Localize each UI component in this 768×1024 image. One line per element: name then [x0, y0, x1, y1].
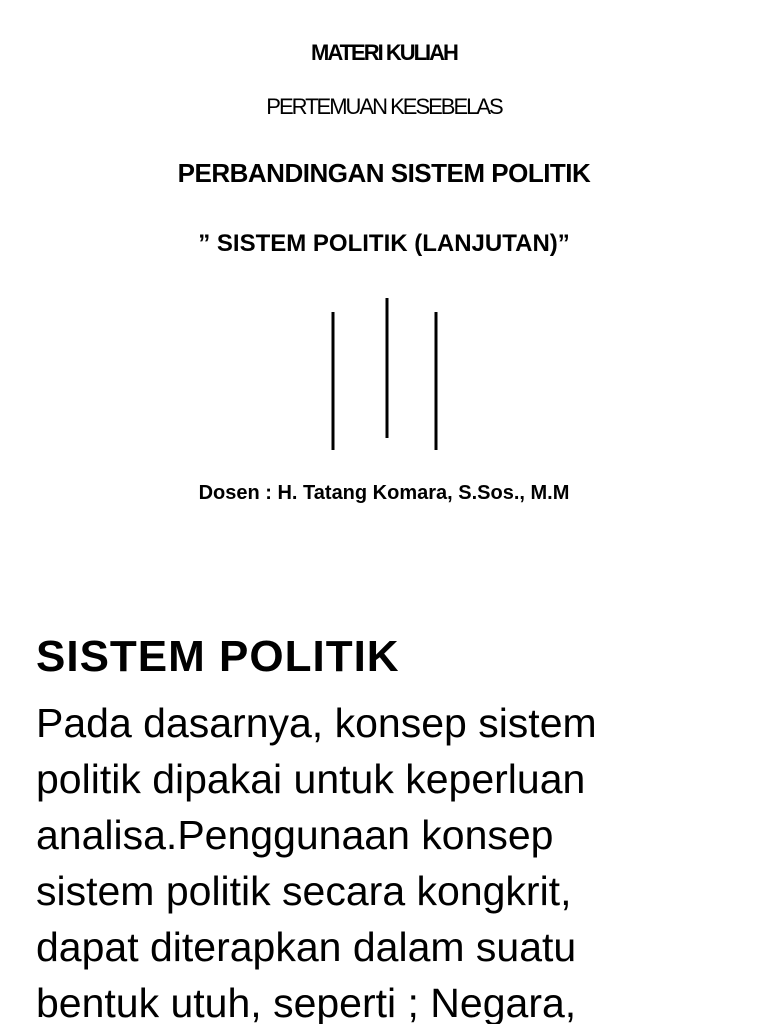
body-line: analisa.Penggunaan konsep	[36, 812, 554, 858]
course-label: MATERI KULIAH	[311, 40, 457, 65]
body-line: bentuk utuh, seperti ; Negara,	[36, 980, 577, 1024]
body-line: dapat diterapkan dalam suatu	[36, 924, 577, 970]
lecturer-name: Dosen : H. Tatang Komara, S.Sos., M.M	[198, 482, 570, 504]
section-heading: SISTEM POLITIK	[36, 632, 400, 681]
course-subtitle: ” SISTEM POLITIK (LANJUTAN)”	[198, 230, 570, 257]
body-line: politik dipakai untuk keperluan	[36, 756, 586, 802]
course-title: PERBANDINGAN SISTEM POLITIK	[177, 158, 591, 188]
roman-numeral-three-mark	[320, 290, 450, 460]
body-line: sistem politik secara kongkrit,	[36, 868, 572, 914]
section-body	[36, 695, 736, 1024]
meeting-label: PERTEMUAN KESEBELAS	[266, 94, 502, 119]
body-line: Pada dasarnya, konsep sistem	[36, 700, 597, 746]
